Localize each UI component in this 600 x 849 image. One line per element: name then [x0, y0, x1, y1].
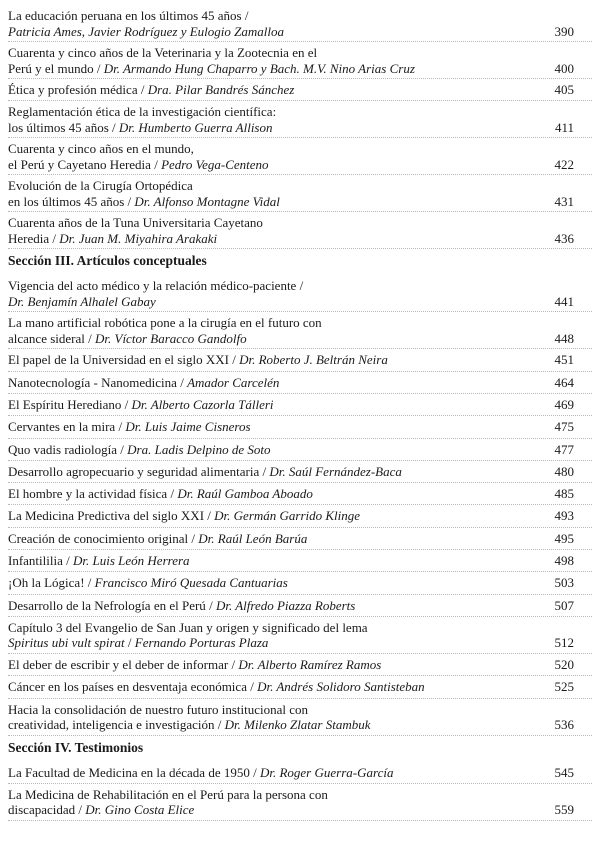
toc-entry	[8, 375, 574, 391]
toc-entry	[8, 620, 574, 651]
entry-page-number: 441	[554, 293, 574, 309]
entry-title-text: creatividad, inteligencia e investigación	[8, 717, 215, 732]
entry-page-number: 422	[554, 156, 574, 172]
row-divider	[8, 211, 592, 212]
entry-page-number: 493	[554, 508, 574, 524]
entry-author: Dr. Saúl Fernández-Baca	[269, 463, 402, 479]
toc-entry	[8, 657, 574, 673]
toc-entry	[8, 419, 574, 435]
toc-entry	[8, 464, 574, 480]
entry-title-text: ¡Oh la Lógica!	[8, 575, 85, 591]
entry-title: Desarrollo agropecuario y seguridad alimentaria / Dr. Saúl Fernández-Baca	[8, 463, 402, 479]
entry-page-number: 436	[554, 230, 574, 246]
entry-author: Dr. Alfredo Piazza Roberts	[215, 597, 356, 613]
entry-title-text: La Facultad de Medicina en la década de 1950	[8, 764, 250, 780]
row-divider	[8, 174, 592, 175]
entry-title-text: Heredia	[8, 230, 50, 246]
entry-page-number: 559	[554, 802, 574, 818]
entry-author: Dr. Juan M. Miyahira Arakaki	[59, 230, 218, 246]
entry-title-text: El deber de escribir y el deber de informar	[8, 656, 229, 672]
entry-title: El Espíritu Herediano / Dr. Alberto Cazorla Tálleri	[8, 396, 274, 412]
toc-entry	[8, 8, 574, 39]
entry-page-number: 525	[554, 679, 574, 695]
entry-title-text: Quo vadis radiología	[8, 441, 118, 457]
entry-title: El hombre y la actividad física / Dr. Raúl Gamboa Aboado	[8, 486, 313, 502]
entry-title: ¡Oh la Lógica! / Francisco Miró Quesada Cantuarias	[8, 575, 288, 591]
entry-page-number: 411	[554, 119, 574, 135]
entry-author: Dra. Ladis Delpino de Soto	[127, 441, 271, 457]
entry-title: Quo vadis radiología / Dra. Ladis Delpino de Soto	[8, 441, 271, 457]
toc-entry	[8, 553, 574, 569]
entry-title-text: Cuarenta años de la Tuna Universitaria Cayetano	[8, 215, 263, 231]
entry-page-number: 475	[554, 419, 574, 435]
entry-title	[8, 8, 534, 39]
entry-author: Fernando Porturas Plaza	[134, 635, 269, 651]
entry-page-number: 495	[554, 530, 574, 546]
row-divider	[8, 504, 592, 505]
entry-title-text: Cáncer en los países en desventaja económica	[8, 679, 247, 695]
row-divider	[8, 100, 592, 101]
entry-title: Cuarenta y cinco años de la Veterinaria y la Zootecnia en el Perú y el mundo / Dr. Armando Hung Chaparro y Bach. M.V. Nino Arias Cruz	[8, 45, 415, 76]
row-divider	[8, 482, 592, 483]
row-divider	[8, 415, 592, 416]
entry-page-number: 498	[554, 553, 574, 568]
toc-entry	[8, 352, 574, 368]
row-divider	[8, 594, 592, 595]
toc-entry	[8, 397, 574, 413]
entry-page-number: 512	[554, 635, 574, 651]
entry-motto: Spiritus ubi vult spirat	[8, 635, 125, 651]
entry-title-text: El Espíritu Herediano	[8, 396, 122, 412]
entry-page-number: 400	[554, 60, 574, 76]
entry-title: Cáncer en los países en desventaja económica / Dr. Andrés Solidoro Santisteban	[8, 679, 425, 695]
entry-title: La mano artificial robótica pone a la cirugía en el futuro con alcance sideral / Dr. Víctor Baracco Gandolfo	[8, 315, 322, 346]
entry-title-text: Desarrollo agropecuario y seguridad alimentaria	[8, 463, 260, 479]
toc-entry	[8, 787, 574, 818]
entry-title-text: La Medicina de Rehabilitación en el Perú para la persona con	[8, 786, 328, 802]
toc-entry	[8, 702, 574, 733]
row-divider	[8, 438, 592, 439]
entry-page-number: 469	[554, 396, 574, 412]
entry-page-number: 536	[554, 717, 574, 732]
toc-entry	[8, 765, 574, 781]
entry-title-text: El hombre y la actividad física	[8, 486, 168, 502]
entry-page-number: 390	[554, 23, 574, 39]
toc-entry	[8, 531, 574, 547]
entry-title-text: Desarrollo de la Nefrología en el Perú	[8, 597, 206, 613]
entry-author: Dr. Germán Garrido Klinge	[214, 508, 361, 524]
entry-title: Infantililia / Dr. Luis León Herrera	[8, 553, 190, 568]
entry-title: Cuarenta años de la Tuna Universitaria Cayetano Heredia / Dr. Juan M. Miyahira Arakaki	[8, 215, 263, 246]
entry-page-number: 405	[554, 82, 574, 97]
toc-entry	[8, 278, 574, 309]
entry-title-text: La educación peruana en los últimos 45 años /	[8, 8, 249, 23]
row-divider	[8, 137, 592, 138]
entry-page-number: 480	[554, 463, 574, 479]
entry-author: Pedro Vega-Centeno	[161, 156, 269, 172]
entry-title-text: discapacidad	[8, 802, 76, 818]
entry-title: Ética y profesión médica / Dra. Pilar Bandrés Sánchez	[8, 82, 295, 97]
entry-author: Amador Carcelén	[187, 374, 280, 390]
entry-title: Hacia la consolidación de nuestro futuro institucional con creatividad, inteligencia e investigación / Dr. Milenko Zlatar Stambuk	[8, 701, 371, 732]
row-divider	[8, 698, 592, 699]
entry-title: Cervantes en la mira / Dr. Luis Jaime Cisneros	[8, 419, 251, 435]
toc-entry	[8, 486, 574, 502]
row-divider	[8, 527, 592, 528]
entry-title-text: Reglamentación ética de la investigación científica:	[8, 104, 277, 120]
entry-title-text: Cervantes en la mira	[8, 419, 116, 435]
row-divider	[8, 549, 592, 550]
entry-title-text: Infantililia	[8, 553, 63, 568]
entry-title: El papel de la Universidad en el siglo XXI / Dr. Roberto J. Beltrán Neira	[8, 352, 388, 368]
entry-author: Dr. Humberto Guerra Allison	[118, 119, 273, 135]
entry-author: Dr. Alberto Cazorla Tálleri	[131, 396, 274, 412]
entry-author: Dr. Gino Costa Elice	[85, 802, 195, 818]
entry-title-text: El papel de la Universidad en el siglo XXI	[8, 352, 229, 368]
entry-title: El deber de escribir y el deber de informar / Dr. Alberto Ramírez Ramos	[8, 656, 382, 672]
entry-author: Dr. Roberto J. Beltrán Neira	[239, 352, 388, 368]
row-divider	[8, 311, 592, 312]
row-divider	[8, 371, 592, 372]
entry-title-text: Nanotecnología - Nanomedicina	[8, 374, 177, 390]
entry-title-text: Ética y profesión médica	[8, 82, 138, 97]
row-divider	[8, 393, 592, 394]
entry-title-text: los últimos 45 años	[8, 119, 109, 135]
entry-author: Dr. Roger Guerra-García	[259, 764, 394, 780]
row-divider	[8, 571, 592, 572]
toc-entry	[8, 215, 574, 246]
entry-page-number: 464	[554, 374, 574, 390]
entry-title: Desarrollo de la Nefrología en el Perú / Dr. Alfredo Piazza Roberts	[8, 597, 356, 613]
row-divider	[8, 820, 592, 821]
entry-author: Dr. Benjamín Alhalel Gabay	[8, 293, 156, 309]
entry-title: Evolución de la Cirugía Ortopédica en los últimos 45 años / Dr. Alfonso Montagne Vidal	[8, 178, 280, 209]
entry-title: Nanotecnología - Nanomedicina / Amador Carcelén	[8, 374, 280, 390]
entry-page-number: 485	[554, 486, 574, 502]
entry-title-text: La mano artificial robótica pone a la cirugía en el futuro con	[8, 315, 322, 331]
toc-entry	[8, 141, 574, 172]
entry-author: Dr. Luis Jaime Cisneros	[125, 419, 251, 435]
entry-title-text: Creación de conocimiento original	[8, 530, 189, 546]
entry-title: Creación de conocimiento original / Dr. Raúl León Barúa	[8, 530, 308, 546]
toc-entry	[8, 104, 574, 135]
row-divider	[8, 41, 592, 42]
row-divider	[8, 78, 592, 79]
entry-author: Dr. Luis León Herrera	[73, 553, 190, 568]
row-divider	[8, 675, 592, 676]
row-divider	[8, 735, 592, 736]
entry-title-text: Vigencia del acto médico y la relación médico-paciente /	[8, 278, 304, 294]
entry-title-text: en los últimos 45 años	[8, 193, 125, 209]
entry-page-number: 431	[554, 193, 574, 209]
row-divider	[8, 783, 592, 784]
entry-title: Capítulo 3 del Evangelio de San Juan y origen y significado del lema Spiritus ubi vult spirat / Fernando Porturas Plaza	[8, 619, 368, 651]
entry-author: Francisco Miró Quesada Cantuarias	[94, 575, 288, 591]
entry-title: La Facultad de Medicina en la década de 1950 / Dr. Roger Guerra-García	[8, 764, 394, 780]
row-divider	[8, 616, 592, 617]
entry-author: Dr. Alberto Ramírez Ramos	[238, 656, 382, 672]
entry-author: Dr. Andrés Solidoro Santisteban	[257, 679, 425, 695]
entry-title-text: Evolución de la Cirugía Ortopédica	[8, 178, 193, 194]
entry-page-number: 503	[554, 575, 574, 591]
entry-title-text: alcance sideral	[8, 330, 85, 346]
entry-title: Reglamentación ética de la investigación científica: los últimos 45 años / Dr. Humberto Guerra Allison	[8, 104, 277, 135]
toc-entry	[8, 82, 574, 98]
toc-entry	[8, 598, 574, 614]
entry-author: Dr. Raúl Gamboa Aboado	[177, 486, 313, 502]
entry-author: Dr. Milenko Zlatar Stambuk	[224, 717, 371, 732]
row-divider	[8, 348, 592, 349]
entry-page-number: 451	[554, 352, 574, 368]
entry-page-number: 448	[554, 330, 574, 346]
entry-title-text: Perú y el mundo	[8, 60, 94, 76]
entry-author: Dr. Alfonso Montagne Vidal	[134, 193, 280, 209]
entry-author: Dr. Armando Hung Chaparro y Bach. M.V. Nino Arias Cruz	[103, 60, 415, 76]
entry-page-number: 520	[554, 656, 574, 672]
toc-entry	[8, 315, 574, 346]
entry-author: Patricia Ames, Javier Rodríguez y Eulogio Zamalloa	[8, 23, 284, 39]
entry-title-text: La Medicina Predictiva del siglo XXI	[8, 508, 205, 524]
toc-entry	[8, 45, 574, 76]
toc-entry	[8, 508, 574, 524]
entry-title	[8, 278, 534, 309]
entry-title-text: el Perú y Cayetano Heredia	[8, 156, 151, 172]
entry-title-text: Hacia la consolidación de nuestro futuro institucional con	[8, 701, 308, 717]
entry-title: La Medicina Predictiva del siglo XXI / Dr. Germán Garrido Klinge	[8, 508, 361, 524]
toc-entry	[8, 679, 574, 695]
entry-author: Dr. Víctor Baracco Gandolfo	[95, 330, 247, 346]
entry-title: La Medicina de Rehabilitación en el Perú para la persona con discapacidad / Dr. Gino Costa Elice	[8, 786, 328, 818]
row-divider	[8, 460, 592, 461]
entry-author: Dr. Raúl León Barúa	[198, 530, 308, 546]
entry-title-text: Cuarenta y cinco años en el mundo,	[8, 141, 194, 157]
entry-title: Cuarenta y cinco años en el mundo, el Perú y Cayetano Heredia / Pedro Vega-Centeno	[8, 141, 269, 172]
toc-entry	[8, 178, 574, 209]
entry-page-number: 477	[554, 441, 574, 457]
section-heading: Sección III. Artículos conceptuales	[8, 253, 207, 269]
entry-title-text: Capítulo 3 del Evangelio de San Juan y origen y significado del lema	[8, 619, 368, 635]
row-divider	[8, 653, 592, 654]
entry-author: Dra. Pilar Bandrés Sánchez	[147, 82, 295, 97]
entry-page-number: 545	[554, 764, 574, 780]
row-divider	[8, 248, 592, 249]
entry-title-text: Cuarenta y cinco años de la Veterinaria y la Zootecnia en el	[8, 45, 318, 60]
toc-entry	[8, 575, 574, 591]
toc-entry	[8, 442, 574, 458]
section-heading: Sección IV. Testimonios	[8, 739, 144, 755]
entry-page-number: 507	[554, 597, 574, 613]
